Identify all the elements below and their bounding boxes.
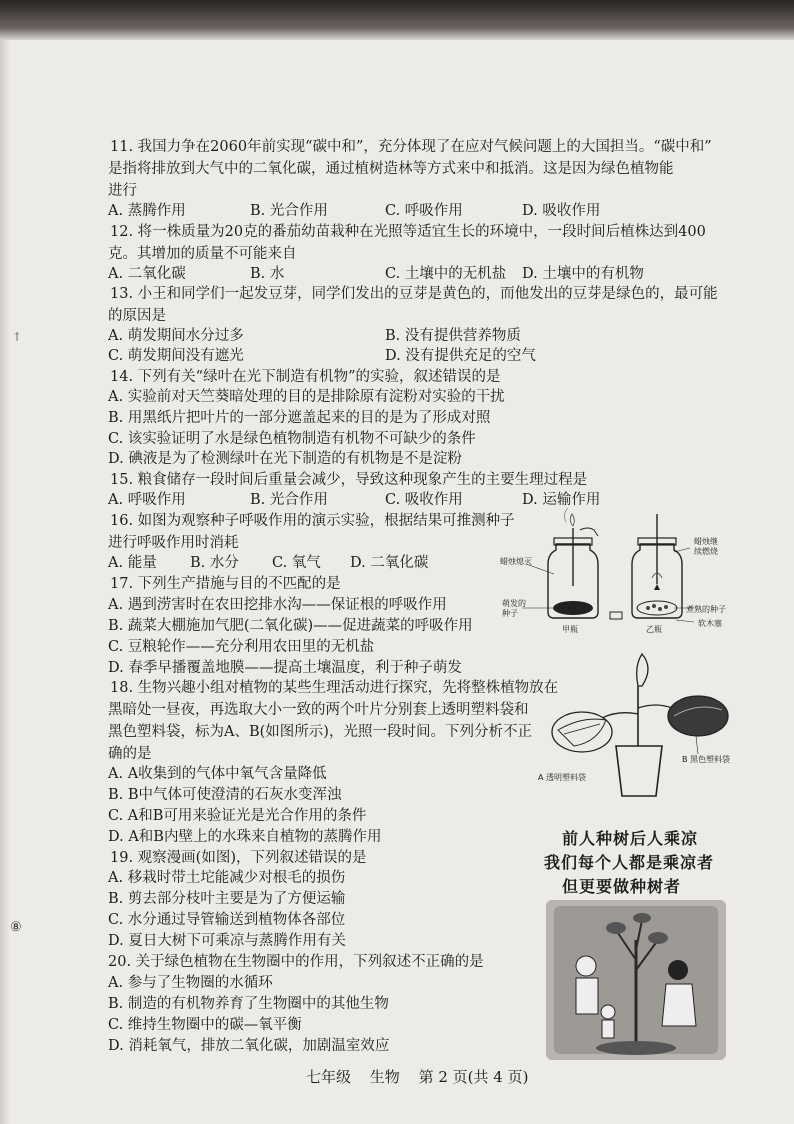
label-candle-out: 蜡烛熄灭: [500, 557, 532, 566]
label-boiled-seeds: 煮熟的种子: [686, 605, 726, 614]
jar-a-illustration: [522, 508, 598, 618]
question-text: 黑暗处一昼夜，再选取大小一致的两个叶片分别套上透明塑料袋和: [108, 702, 529, 718]
question-text: 15. 粮食储存一段时间后重量会减少，导致这种现象产生的主要生理过程是: [110, 472, 588, 488]
option-d: D. 春季早播覆盖地膜——提高土壤温度，利于种子萌发: [108, 660, 462, 676]
option-b: B. 剪去部分枝叶主要是为了方便运输: [108, 891, 346, 907]
option-a: A. 呼吸作用: [108, 492, 186, 508]
footer-page-number: 第 2 页(共 4 页): [418, 1068, 529, 1086]
exam-page: [10, 40, 794, 1124]
option-c: C. 水分通过导管输送到植物体各部位: [108, 912, 346, 928]
cartoon-caption-3: 但更要做种树者: [562, 877, 682, 896]
option-b: B. 光合作用: [250, 203, 328, 219]
option-c: C. 土壤中的无机盐: [385, 266, 507, 282]
question-text: 确的是: [108, 746, 152, 762]
option-a: A. 参与了生物圈的水循环: [108, 975, 273, 991]
option-b: B. 用黑纸片把叶片的一部分遮盖起来的目的是为了形成对照: [108, 410, 491, 426]
option-b: B. 制造的有机物养育了生物圈中的其他生物: [108, 996, 389, 1012]
label-germinating-seeds-2: 种子: [502, 609, 518, 618]
option-d: D. 运输作用: [522, 492, 601, 508]
option-a: A. 二氧化碳: [108, 266, 186, 282]
option-d: D. 土壤中的有机物: [522, 266, 644, 282]
option-c: C. 萌发期间没有遮光: [108, 348, 244, 364]
label-bag-b: B 黑色塑料袋: [682, 755, 731, 764]
label-jar-b: 乙瓶: [646, 625, 662, 634]
question-text: 11. 我国力争在2060年前实现“碳中和”，充分体现了在应对气候问题上的大国担当。“碳中和”: [110, 139, 712, 155]
option-a: A. 能量: [108, 555, 157, 571]
option-c: C. 吸收作用: [385, 492, 463, 508]
question-text: 18. 生物兴趣小组对植物的某些生理活动进行探究，先将整株植物放在: [110, 680, 559, 696]
option-b: B. 水: [250, 266, 285, 282]
label-germinating-seeds: 萌发的: [502, 599, 526, 608]
option-b: B. 水分: [190, 555, 239, 571]
option-d: D. 没有提供充足的空气: [385, 348, 536, 364]
option-b: B. 没有提供营养物质: [385, 328, 521, 344]
label-jar-a: 甲瓶: [562, 625, 578, 634]
question-text: 20. 关于绿色植物在生物圈中的作用，下列叙述不正确的是: [108, 954, 484, 970]
leaf-a-illustration: [552, 712, 612, 752]
question-text: 13. 小王和同学们一起发豆芽，同学们发出的豆芽是黄色的，而他发出的豆芽是绿色的，最可能: [110, 286, 718, 302]
scan-top-edge: [0, 0, 794, 40]
option-c: C. 该实验证明了水是绿色植物制造有机物不可缺少的条件: [108, 431, 476, 447]
option-d: D. 吸收作用: [522, 203, 601, 219]
jar-b-illustration: [632, 514, 694, 622]
footer-subject: 生物: [369, 1068, 400, 1086]
option-b: B. 光合作用: [250, 492, 328, 508]
leaf-b-illustration: [668, 696, 728, 736]
option-c: C. 豆粮轮作——充分利用农田里的无机盐: [108, 639, 375, 655]
option-d: D. 消耗氧气，排放二氧化碳，加剧温室效应: [108, 1038, 390, 1054]
option-b: B. 蔬菜大棚施加气肥(二氧化碳)——促进蔬菜的呼吸作用: [108, 618, 473, 634]
option-d: D. 二氧化碳: [350, 555, 429, 571]
option-a: A. 移栽时带土坨能减少对根毛的损伤: [108, 870, 346, 886]
option-c: C. 氧气: [272, 555, 321, 571]
option-a: A. 遇到涝害时在农田挖排水沟——保证根的呼吸作用: [108, 597, 447, 613]
question-text: 19. 观察漫画(如图)，下列叙述错误的是: [110, 850, 367, 866]
tree-planting-cartoon: [546, 900, 726, 1060]
option-c: C. 维持生物圈中的碳—氧平衡: [108, 1017, 302, 1033]
option-c: C. 呼吸作用: [385, 203, 463, 219]
label-candle-burning: 蜡烛继: [694, 537, 718, 546]
label-cork: 软木塞: [698, 619, 722, 628]
question-text: 进行呼吸作用时消耗: [108, 535, 239, 551]
question-text: 克。其增加的质量不可能来自: [108, 246, 297, 262]
cartoon-caption-2: 我们每个人都是乘凉者: [544, 853, 715, 872]
question-text: 的原因是: [108, 308, 166, 324]
option-b: B. B中气体可使澄清的石灰水变浑浊: [108, 787, 342, 803]
margin-mark: ↑: [12, 330, 23, 344]
question-text: 黑色塑料袋，标为A、B(如图所示)，光照一段时间。下列分析不正: [108, 724, 532, 740]
option-a: A. 实验前对天竺葵暗处理的目的是排除原有淀粉对实验的干扰: [108, 389, 505, 405]
cartoon-caption-1: 前人种树后人乘凉: [562, 829, 699, 848]
label-candle-burning-2: 续燃烧: [694, 547, 718, 556]
margin-mark: ⑧: [10, 920, 22, 935]
option-a: A. 蒸腾作用: [108, 203, 186, 219]
page-footer: [306, 1066, 542, 1087]
footer-grade: 七年级: [306, 1068, 352, 1086]
question-text: 16. 如图为观察种子呼吸作用的演示实验，根据结果可推测种子: [110, 513, 515, 529]
option-d: D. 夏日大树下可乘凉与蒸腾作用有关: [108, 933, 346, 949]
question-text: 进行: [108, 183, 137, 199]
question-text: 17. 下列生产措施与目的不匹配的是: [110, 576, 341, 592]
scan-left-edge: [0, 40, 10, 1124]
question-text: 12. 将一株质量为20克的番茄幼苗栽种在光照等适宜生长的环境中，一段时间后植株达到400: [110, 224, 706, 240]
question-text: 是指将排放到大气中的二氧化碳，通过植树造林等方式来中和抵消。这是因为绿色植物能: [108, 161, 674, 177]
label-bag-a: A 透明塑料袋: [538, 773, 587, 782]
option-a: A. 萌发期间水分过多: [108, 328, 244, 344]
option-a: A. A收集到的气体中氧气含量降低: [108, 766, 327, 782]
option-c: C. A和B可用来验证光是光合作用的条件: [108, 808, 367, 824]
option-d: D. A和B内壁上的水珠来自植物的蒸腾作用: [108, 829, 382, 845]
potted-plant-figure: [538, 646, 738, 806]
option-d: D. 碘液是为了检测绿叶在光下制造的有机物是不是淀粉: [108, 451, 462, 467]
seed-respiration-figure: [498, 508, 734, 638]
question-text: 14. 下列有关“绿叶在光下制造有机物”的实验，叙述错误的是: [110, 369, 501, 385]
